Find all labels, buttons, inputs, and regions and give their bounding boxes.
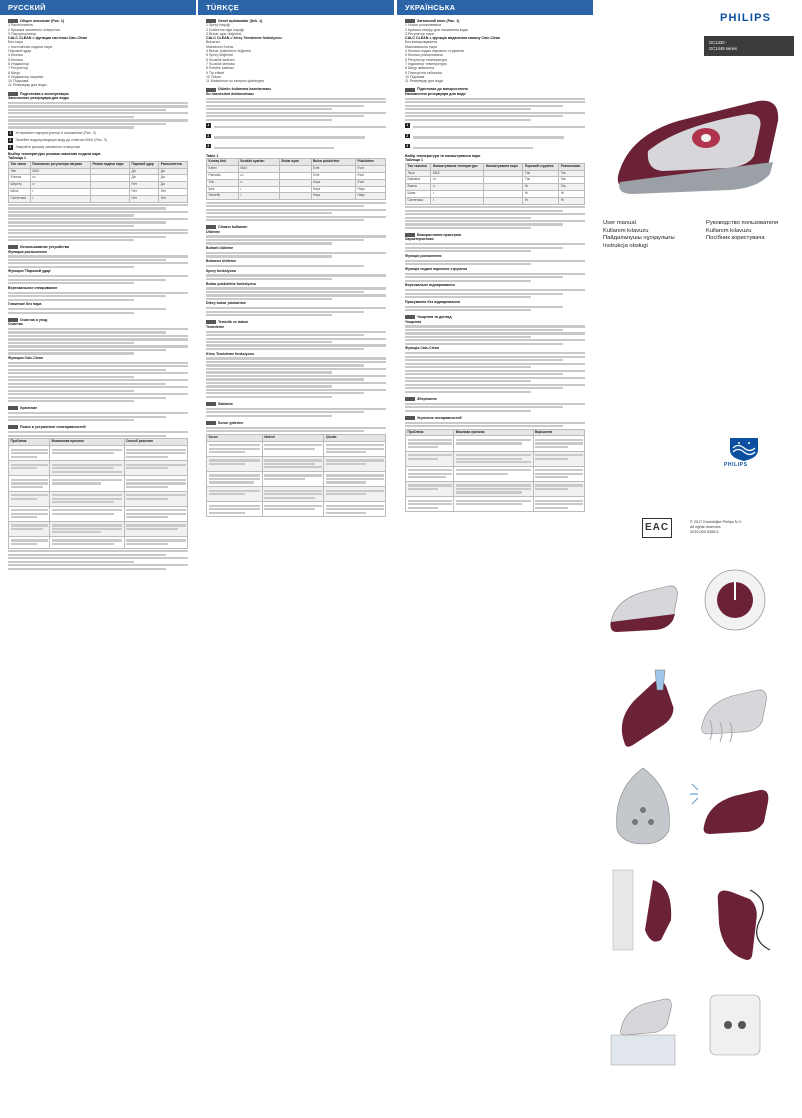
- section-heading: Saklama: [206, 402, 386, 406]
- section-heading: Genel açıklamalar (Şek. 1): [206, 19, 386, 23]
- section-heading: Общее описание (Рис. 1): [8, 19, 188, 23]
- figure-calc-clean-icon: [603, 975, 683, 1075]
- figure-cord-storage-icon: [690, 860, 780, 960]
- figure-fill-water-icon: [603, 660, 683, 750]
- brand-logo-small: PHILIPS: [724, 462, 748, 468]
- figure-steam-icon: [690, 660, 780, 750]
- figure-spray-icon: [690, 760, 780, 850]
- section-heading: Очистка и уход: [8, 318, 188, 322]
- section-heading: Використання пристрою: [405, 233, 585, 237]
- section-heading: Поиск и устранение неисправностей: [8, 425, 188, 429]
- troubleshooting-table: Sorun Nedeni Çözüm: [206, 434, 386, 518]
- subheading: Выбор температуры режима глажения подачи пара: [8, 152, 101, 157]
- section-heading: Ütünün kullanıma hazırlanması: [206, 87, 386, 91]
- section-heading: Усунення несправностей: [405, 416, 585, 420]
- subheading: Заполнение резервуара для воды: [8, 96, 70, 101]
- column-turkish: TÜRKÇE Genel açıklamalar (Şek. 1) 1 Sprey başlığı 2 Doldurma ağzı kapağı 3 Buhar ayar düğmesi CALC CLEAN = Kireç Temizleme fonksiyonu Buharsız Maksimum buhar 4 Buhar püskürtme düğmesi 5 Sprey düğmesi 6 Sıcaklık kadranı 7 Sıcaklık lambası 8 Elektrik kablosu 9 Tip etiketi 10 Taban 11 Maksimum su seviyesi göstergesi Ütünün kullanıma hazırlanması Su haznesinin doldurulması 1 2 3 Tablo 1 Kumaş türü Sıcaklık ayarları Buhar ayarı Buhar püskürtme Püskürtme Keten MAX Evet Evet Pamuklu ••• Evet Evet Yün •• Hayır Evet İpek • Hayır Hayır Sentetik • Hayır Hayır Cihazın kullanımı Ütüleme Buharlı ütüleme Buharsız ütüleme Sprey fonksiyonu Buhar püskürtme fonksiyonu Dikey buhar püskürtme Temizlik ve bakım Temizleme Kireç Temizleme fonksiyonu Saklama Sorun giderme Sorun Nedeni Çözüm: [198, 0, 394, 1118]
- section-heading: Cihazın kullanımı: [206, 225, 386, 229]
- column-ukrainian: УКРАЇНСЬКА Загальний опис (Рис. 1) 1 Носик розпилювача 2 Кришка отвору для наливання води 3 Регулятор пари CALC CLEAN = функція видалення накипу Calc-Clean Без випаровування Максимальна пара 4 Кнопка подачі парового струменя 5 Кнопка розпилювача 6 Регулятор температури 7 Індикатор температури 8 Шнур живлення 9 Паспортна табличка 10 Підошва 11 Резервуар для води Підготовка до використання Наповнення резервуара для води 1 2 3 Вибір температури та налаштування пари Таблиця 1 Тип тканини Налаштування температури Налаштування пари Паровий струмінь Розпилювач Льон MAX Так Так Бавовна ••• Так Так Вовна •• Ні Так Шовк • Ні Ні Синтетика • Ні Ні Використання пристрою Характеристики Функція розпилення Функція подачі парового струменя Вертикальне відпарювання Прасування без відпарювання Чищення та догляд Чищення Функція Calc-Clean Зберігання Усунення несправностей Проблема Можлива причина Вирішення: [397, 0, 593, 1118]
- parts-list: 1 Sprey başlığı 2 Doldurma ağzı kapağı 3 Buhar ayar düğmesi CALC CLEAN = Kireç Temizleme fonksiyonu Buharsız Maksimum buhar 4 Buhar püskürtme düğmesi 5 Sprey düğmesi 6 Sıcaklık kadranı 7 Sıcaklık lambası 8 Elektrik kablosu 9 Tip etiketi 10 Taban 11 Maksimum su seviyesi göstergesi: [206, 23, 282, 84]
- parts-list: 1 Распылитель 2 Крышка заливного отверстия 3 Парорегулятор CALC CLEAN = функция системы Calc-Clean Без пара = постоянная подача пара Паровой удар 4 Кнопка 5 Кнопка 6 Индикатор 7 Регулятор 8 Шнур 9 Индикатор нагрева 10 Подошва 11 Резервуар для воды: [8, 23, 88, 88]
- settings-table: Тип ткани Положение регулятора нагрева Режим подачи пара Паровой удар Распылитель Лен MAX Да Да Хлопок ••• Да Да Шерсть •• Нет Да Шелк • Нет Нет Синтетика • Нет Нет: [8, 161, 188, 203]
- section-heading: Підготовка до використання: [405, 87, 585, 91]
- section-heading: Чищення та догляд: [405, 315, 585, 319]
- model-label: GC1420 - GC1449 series: [704, 36, 794, 56]
- column-russian: РУССКИЙ Общее описание (Рис. 1) 1 Распылитель 2 Крышка заливного отверстия 3 Парорегулятор CALC CLEAN = функция системы Calc-Clean Без пара = постоянная подача пара Паровой удар 4 Кнопка 5 Кнопка 6 Индикатор 7 Регулятор 8 Шнур 9 Индикатор нагрева 10 Подошва 11 Резервуар для воды Подготовка к эксплуатации Заполнение резервуара для воды 1 Установите парорегулятор в положение (Рис. 2) 2 Залейте водопроводную воду до отметки MAX (Рис. 3) 3 Закройте крышку заливного отверстия Выбор температуры режима глажения подачи пара Таблица 1 Тип ткани Положение регулятора нагрева Режим подачи пара Паровой удар Распылитель Лен MAX Да Да Хлопок ••• Да Да Шерсть •• Нет Да Шелк • Нет Нет Синтетика • Нет Нет Использование устройства Функция распыления Функция 'Паровой удар' Вертикальное отпаривание Глажение без пара Очистка и уход Очистка Функция Calc-Clean Хранение Поиск и устранение неисправностей Проблема Возможная причина Способ решения: [0, 0, 196, 1118]
- manual-titles-right: Руководство пользователя Kullanım kılavuzu Посібник користувача: [706, 220, 779, 242]
- section-heading: Подготовка к эксплуатации: [8, 92, 188, 96]
- eac-certification-mark: EAC: [642, 518, 672, 538]
- copyright-block: © 2017 Koninklijke Philips N.V. All rights reserved. 4239.000.9358.5: [690, 520, 742, 534]
- iron-illustration: [608, 66, 788, 201]
- section-heading: Хранение: [8, 406, 188, 410]
- settings-table: Тип тканини Налаштування температури Налаштування пари Паровий струмінь Розпилювач Льон MAX Так Так Бавовна ••• Так Так Вовна •• Ні Так Шовк • Ні Ні Синтетика • Ні Ні: [405, 163, 585, 205]
- philips-shield-icon: [724, 436, 764, 462]
- section-heading: Загальний опис (Рис. 1): [405, 19, 585, 23]
- language-header: РУССКИЙ: [0, 0, 196, 15]
- language-header: TÜRKÇE: [198, 0, 394, 15]
- figure-sole-plate-icon: [603, 760, 683, 850]
- section-heading: Зберігання: [405, 397, 585, 401]
- parts-list: 1 Носик розпилювача 2 Кришка отвору для наливання води 3 Регулятор пари CALC CLEAN = функція видалення накипу Calc-Clean Без випаровування Максимальна пара 4 Кнопка подачі парового струменя 5 Кнопка розпилювача 6 Регулятор температури 7 Індикатор температури 8 Шнур живлення 9 Паспортна табличка 10 Підошва 11 Резервуар для води: [405, 23, 501, 84]
- figure-unplug-icon: [690, 975, 780, 1075]
- figure-iron-side-icon: [603, 560, 683, 640]
- settings-table: Kumaş türü Sıcaklık ayarları Buhar ayarı Buhar püskürtme Püskürtme Keten MAX Evet Evet Pamuklu ••• Evet Evet Yün •• Hayır Evet İpek • Hayır Hayır Sentetik • Hayır Hayır: [206, 158, 386, 200]
- section-heading: Temizlik ve bakım: [206, 320, 386, 324]
- figure-dial-icon: [690, 560, 780, 640]
- language-header: УКРАЇНСЬКА: [397, 0, 593, 15]
- troubleshooting-table: Проблема Можлива причина Вирішення: [405, 429, 585, 513]
- manual-titles-left: User manual Kullanım kılavuzu Пайдаланушы нұсқаулығы Instrukcja obsługi: [603, 220, 675, 249]
- section-heading: Использование устройства: [8, 245, 188, 249]
- troubleshooting-table: Проблема Возможная причина Способ решения: [8, 438, 188, 548]
- figure-vertical-steam-icon: [603, 860, 683, 960]
- section-heading: Sorun giderme: [206, 421, 386, 425]
- brand-logo: PHILIPS: [720, 12, 772, 24]
